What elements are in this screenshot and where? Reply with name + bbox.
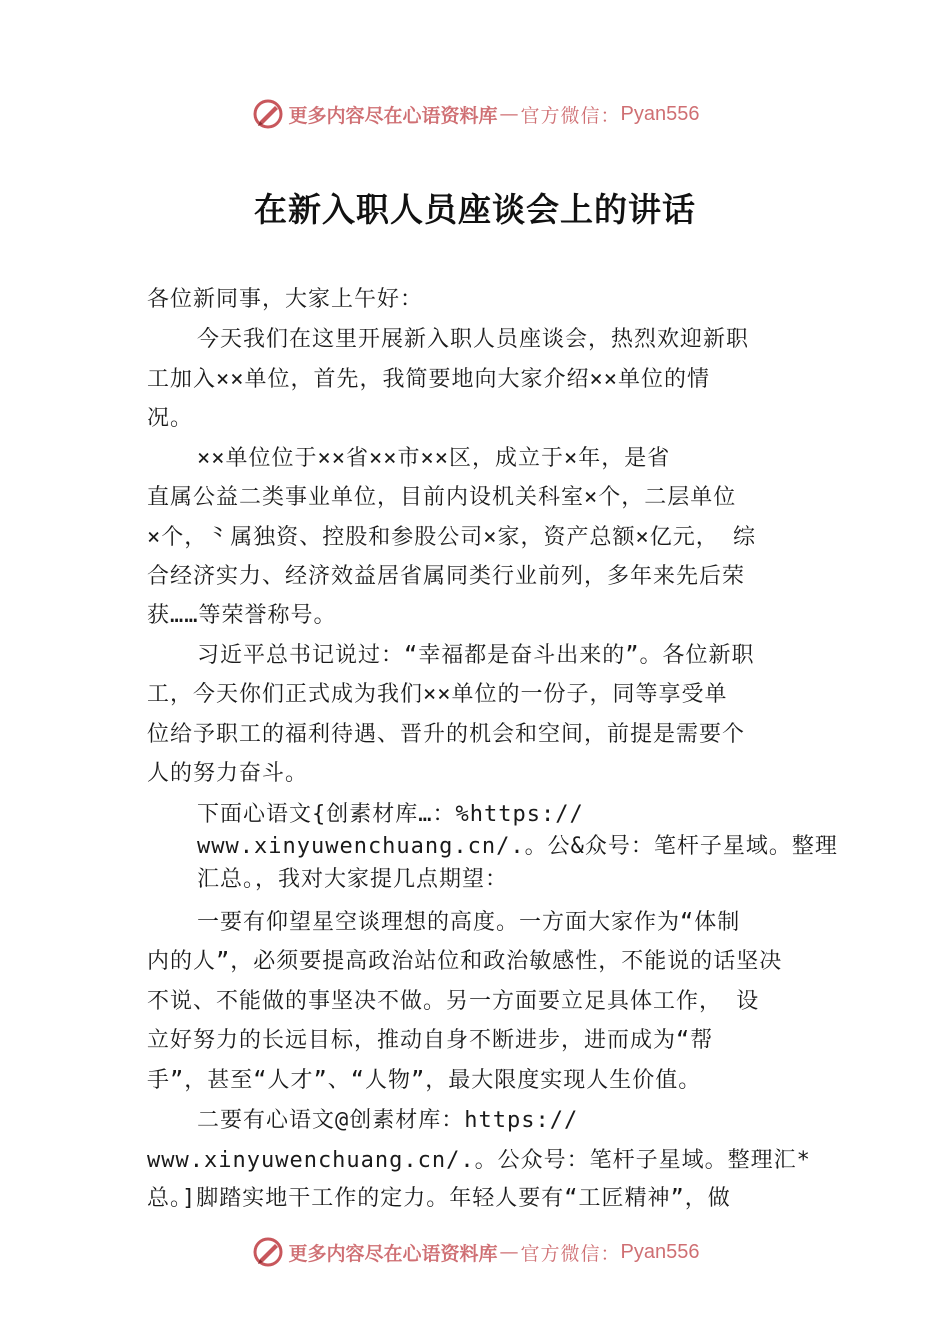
body-line: 汇总。，我对大家提几点期望：	[197, 867, 509, 892]
body-line: 人的努力奋斗。	[147, 761, 309, 786]
banner-wechat-id: Pyan556	[620, 1240, 700, 1263]
body-line: 工，今天你们正式成为我们××单位的一份子，同等享受单	[147, 682, 728, 707]
document-title: 在新入职人员座谈会上的讲话	[254, 190, 696, 229]
body-line: www.xinyuwenchuang.cn/.。公众号：笔杆子星域。整理汇*	[147, 1148, 811, 1173]
body-line: ××单位位于××省××市××区，成立于×年，是省	[197, 446, 671, 471]
body-line: 获……等荣誉称号。	[147, 603, 337, 628]
body-line: 下面心语文{创素材库…：%https://	[197, 802, 584, 827]
body-line: ×个，⺀属独资、控股和参股公司×家，资产总额×亿元， 综	[147, 525, 756, 550]
body-line: 各位新同事，大家上午好：	[147, 287, 424, 312]
pen-logo-icon	[251, 97, 285, 131]
body-line: 立好努力的长远目标，推动自身不断进步，进而成为“帮	[147, 1028, 714, 1053]
body-line: 工加入××单位，首先，我简要地向大家介绍××单位的情	[147, 367, 710, 392]
body-line: 内的人”，必须要提高政治站位和政治敏感性，不能说的话坚决	[147, 949, 783, 974]
banner-wechat-id: Pyan556	[620, 102, 700, 125]
footer-banner	[0, 1232, 950, 1272]
body-line: 二要有心语文@创素材库：https://	[197, 1108, 579, 1133]
banner-brand: 更多内容尽在心语资料库	[288, 1242, 498, 1265]
banner-label: 官方微信：	[520, 1242, 621, 1265]
body-line: 不说、不能做的事坚决不做。另一方面要立足具体工作， 设	[147, 989, 760, 1014]
body-line: 位给予职工的福利待遇、晋升的机会和空间，前提是需要个	[147, 722, 746, 747]
banner-separator: —	[499, 1241, 519, 1263]
body-line: 况。	[147, 406, 194, 431]
banner-separator: —	[499, 103, 519, 125]
body-line: 直属公益二类事业单位，目前内设机关科室×个，二层单位	[147, 485, 737, 510]
body-line: 总。]脚踏实地干工作的定力。年轻人要有“工匠精神”，做	[147, 1186, 731, 1211]
body-line: 合经济实力、经济效益居省属同类行业前列，多年来先后荣	[147, 564, 746, 589]
body-line: www.xinyuwenchuang.cn/.。公&众号：笔杆子星域。整理	[197, 834, 838, 859]
banner-label: 官方微信：	[520, 104, 621, 127]
pen-logo-icon	[251, 1235, 285, 1269]
body-line: 习近平总书记说过：“幸福都是奋斗出来的”。各位新职	[197, 643, 755, 668]
body-line: 手”，甚至“人才”、“人物”，最大限度实现人生价值。	[147, 1068, 702, 1093]
header-banner	[0, 94, 950, 134]
body-line: 今天我们在这里开展新入职人员座谈会，热烈欢迎新职	[197, 327, 750, 352]
banner-brand: 更多内容尽在心语资料库	[288, 104, 498, 127]
body-line: 一要有仰望星空谈理想的高度。一方面大家作为“体制	[197, 910, 741, 935]
